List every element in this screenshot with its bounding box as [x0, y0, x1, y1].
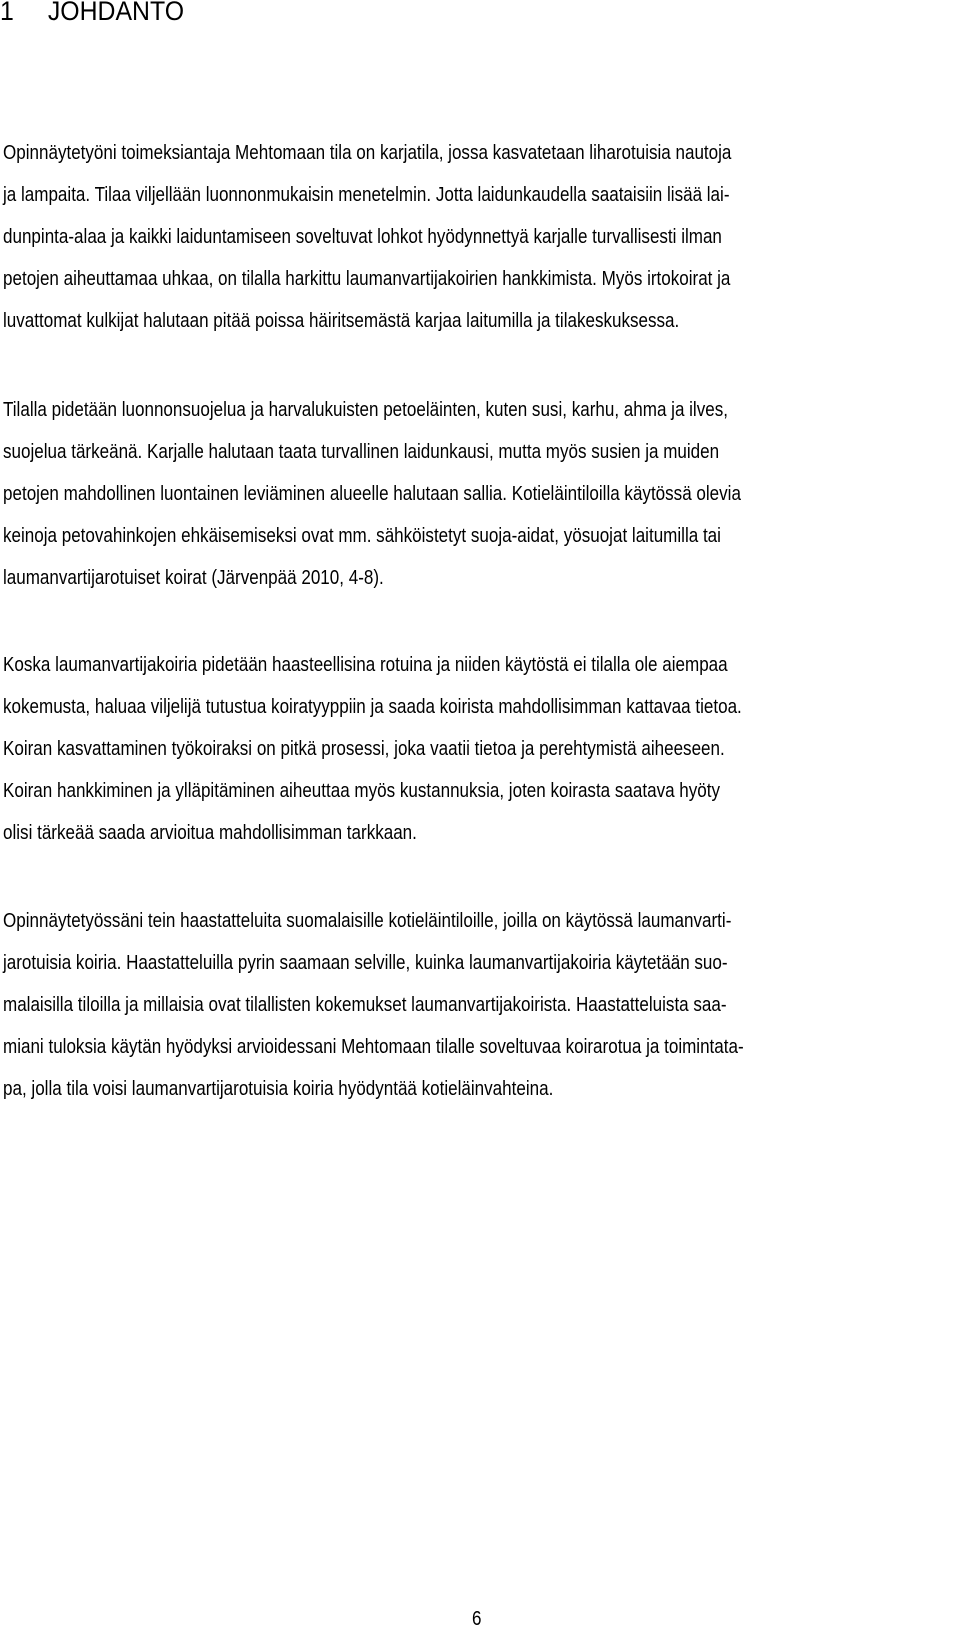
text-line: Koiran hankkiminen ja ylläpitäminen aiheuttaa myös kustannuksia, joten koirasta saatava hyöty	[3, 780, 721, 802]
text-line: pa, jolla tila voisi laumanvartijarotuisia koiria hyödyntää kotieläinvahteina.	[3, 1078, 554, 1100]
text-line: Koiran kasvattaminen työkoiraksi on pitkä prosessi, joka vaatii tietoa ja perehtymistä aiheeseen.	[3, 738, 725, 760]
text-line: keinoja petovahinkojen ehkäisemiseksi ovat mm. sähköistetyt suoja-aidat, yösuojat laitumilla tai	[3, 525, 721, 547]
text-line: petojen mahdollinen luontainen leviäminen alueelle halutaan sallia. Kotieläintiloilla käytössä olevia	[3, 483, 741, 505]
text-line: Tilalla pidetään luonnonsuojelua ja harvalukuisten petoeläinten, kuten susi, karhu, ahma ja ilves,	[3, 399, 728, 421]
text-line: jarotuisia koiria. Haastatteluilla pyrin saamaan selville, kuinka laumanvartijakoiria käytetään suo-	[3, 952, 728, 974]
page-number: 6	[472, 1608, 482, 1630]
text-line: laumanvartijarotuiset koirat (Järvenpää 2010, 4-8).	[3, 567, 384, 589]
text-line: Koska laumanvartijakoiria pidetään haasteellisina rotuina ja niiden käytöstä ei tilalla ole aiempaa	[3, 654, 728, 676]
chapter-heading	[0, 0, 184, 28]
text-line: malaisilla tiloilla ja millaisia ovat tilallisten kokemukset laumanvartijakoirista. Haastatteluista saa-	[3, 994, 727, 1016]
chapter-title: JOHDANTO	[47, 0, 185, 26]
text-line: luvattomat kulkijat halutaan pitää poissa häiritsemästä karjaa laitumilla ja tilakeskuksessa.	[3, 310, 680, 332]
text-line: kokemusta, haluaa viljelijä tutustua koiratyyppiin ja saada koirista mahdollisimman kattavaa tietoa.	[3, 696, 742, 718]
text-line: olisi tärkeää saada arvioitua mahdollisimman tarkkaan.	[3, 822, 417, 844]
text-line: dunpinta-alaa ja kaikki laiduntamiseen soveltuvat lohkot hyödynnettyä karjalle turvallisesti ilman	[3, 226, 722, 248]
chapter-number: 1	[0, 0, 14, 26]
text-line: miani tuloksia käytän hyödyksi arvioidessani Mehtomaan tilalle soveltuvaa koirarotua ja toimintata-	[3, 1036, 744, 1058]
text-line: Opinnäytetyössäni tein haastatteluita suomalaisille kotieläintiloille, joilla on käytössä laumanvarti-	[3, 910, 732, 932]
text-line: petojen aiheuttamaa uhkaa, on tilalla harkittu laumanvartijakoirien hankkimista. Myös irtokoirat ja	[3, 268, 731, 290]
text-line: ja lampaita. Tilaa viljellään luonnonmukaisin menetelmin. Jotta laidunkaudella saataisiin lisää lai-	[3, 184, 730, 206]
text-line: Opinnäytetyöni toimeksiantaja Mehtomaan tila on karjatila, jossa kasvatetaan liharotuisia nautoja	[3, 142, 732, 164]
text-line: suojelua tärkeänä. Karjalle halutaan taata turvallinen laidunkausi, mutta myös susien ja muiden	[3, 441, 720, 463]
